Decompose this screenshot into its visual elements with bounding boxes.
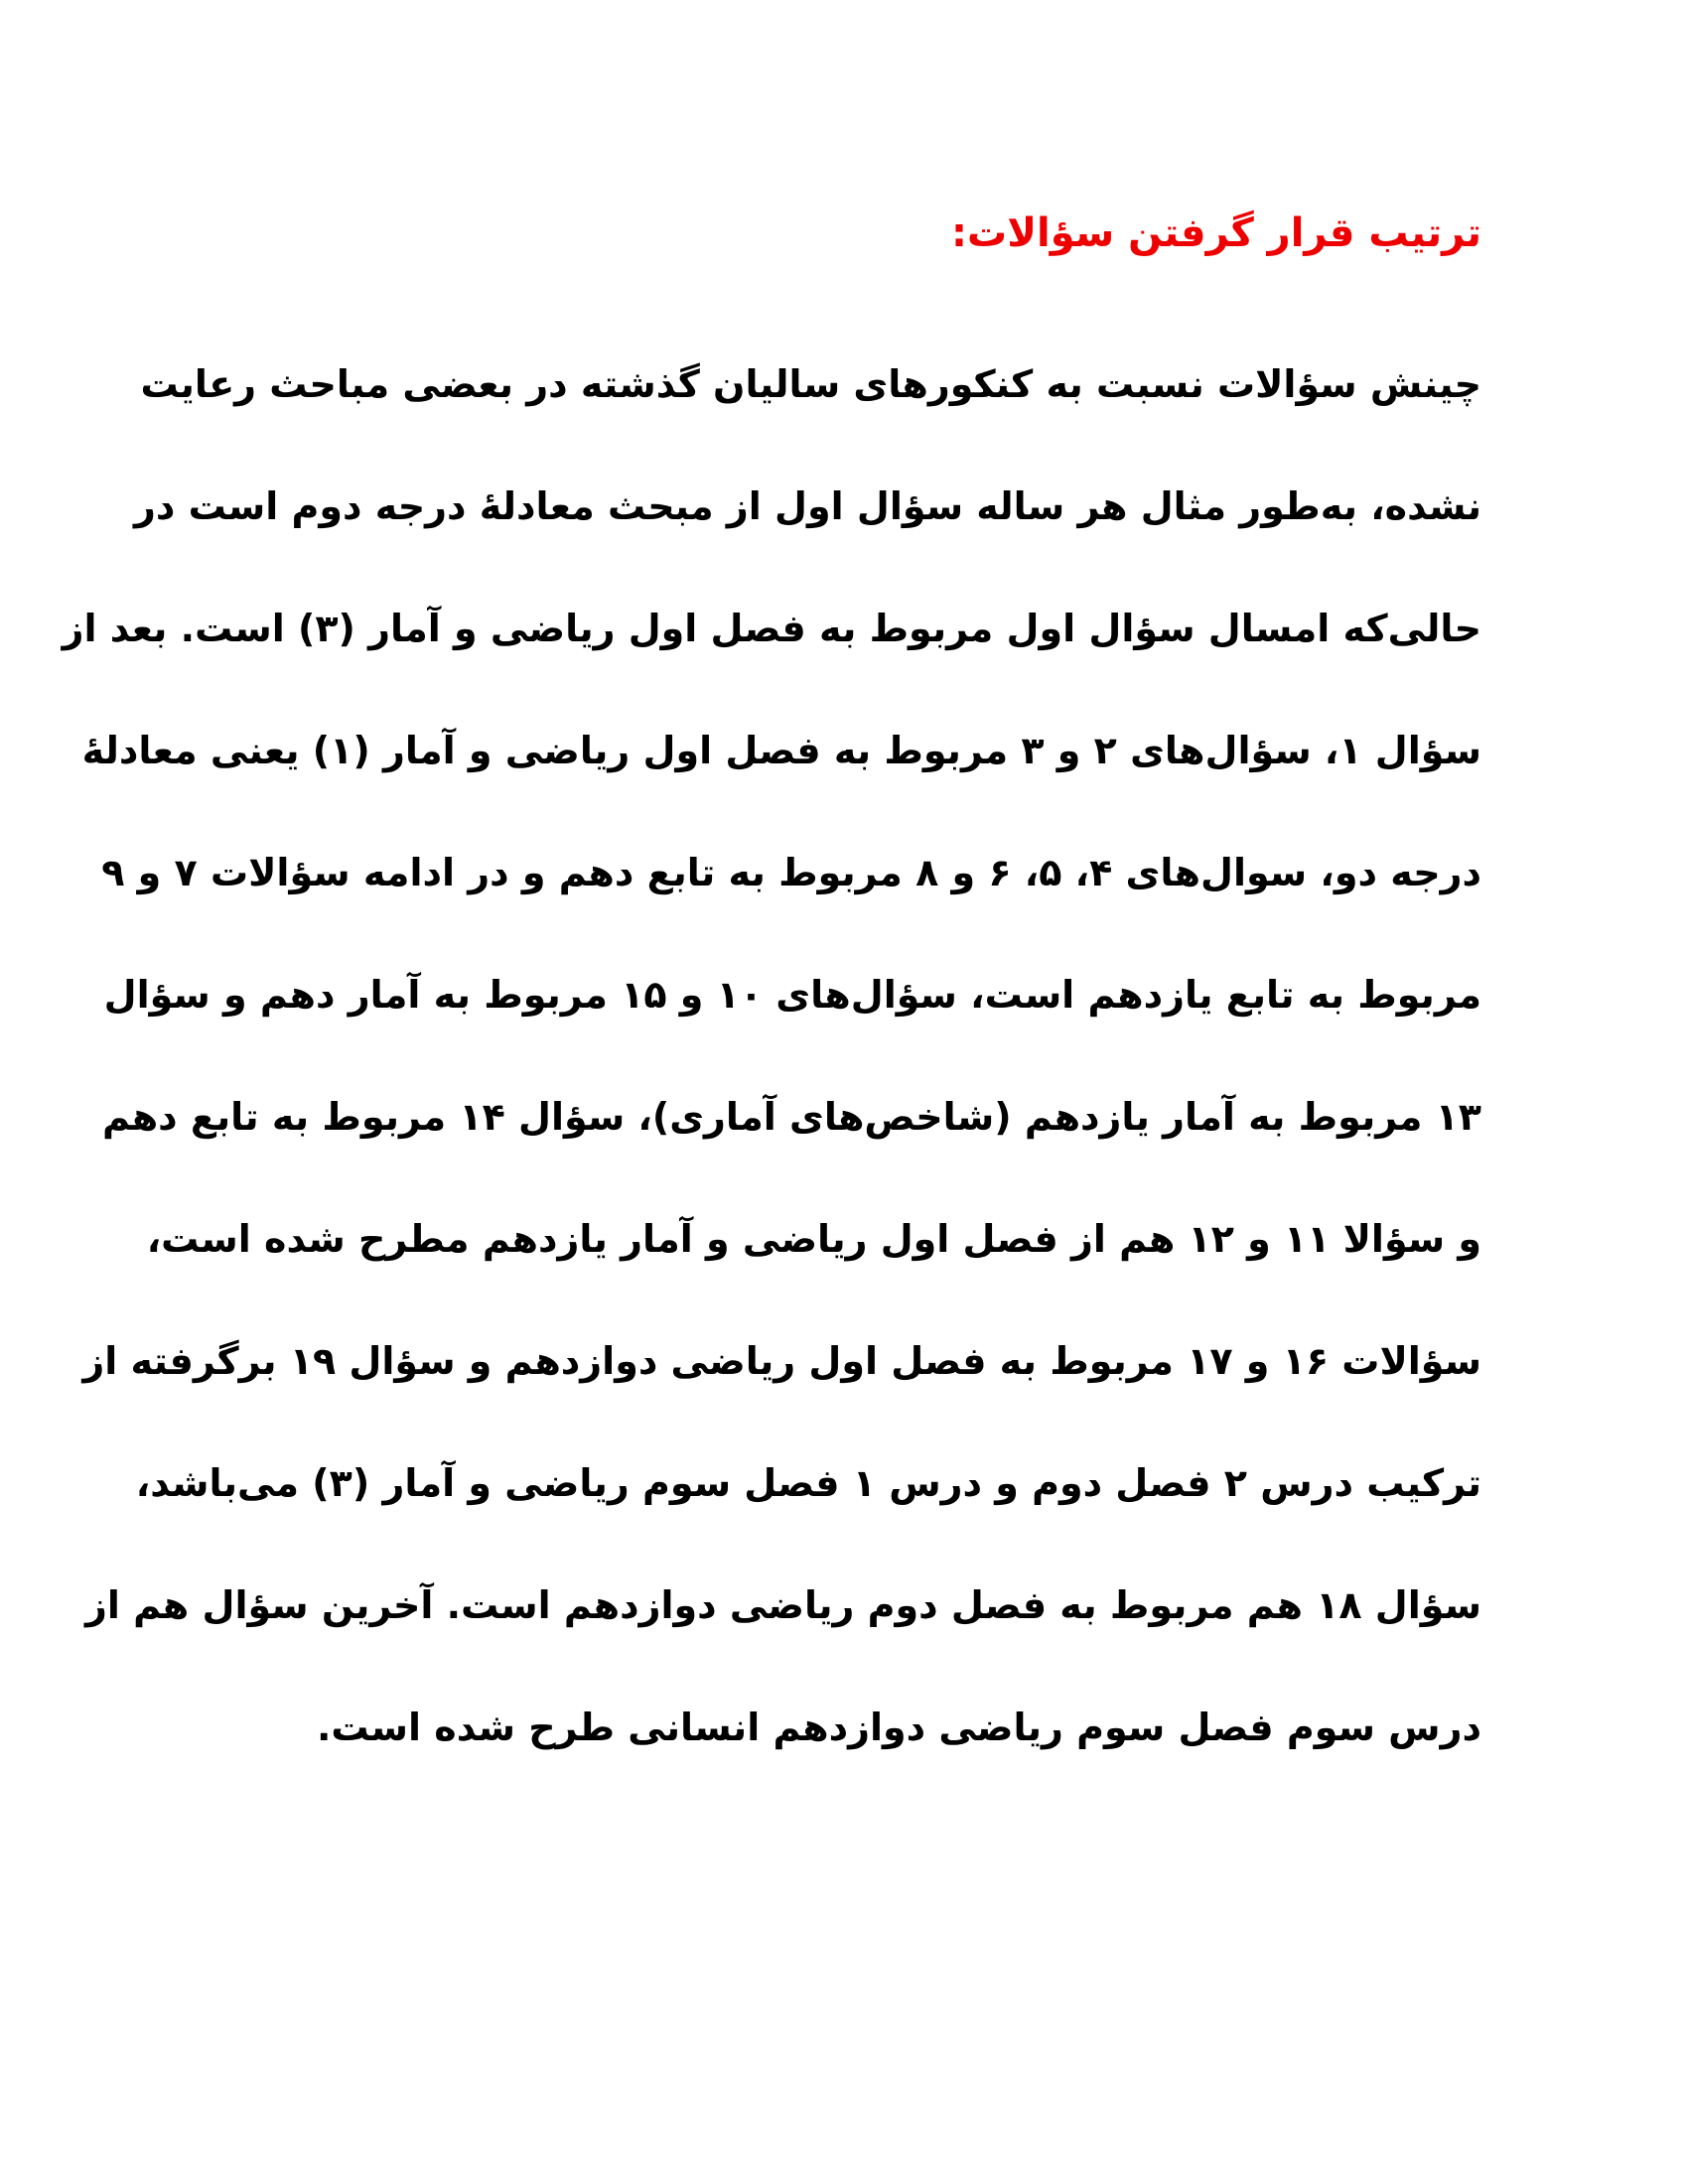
- paragraph-line: و سؤالا ۱۱ و ۱۲ هم از فصل اول ریاضی و آمار یازدهم مطرح شده است،: [146, 1217, 1481, 1261]
- section-heading: ترتیب قرار گرفتن سؤالات:: [951, 210, 1481, 256]
- paragraph-line: سؤال ۱، سؤال‌های ۲ و ۳ مربوط به فصل اول ریاضی و آمار (۱) یعنی معادلۀ: [81, 729, 1481, 772]
- paragraph-line: نشده، به‌طور مثال هر ساله سؤال اول از مبحث معادلۀ درجه دوم است در: [134, 484, 1481, 528]
- paragraph-line: سؤال ۱۸ هم مربوط به فصل دوم ریاضی دوازدهم است. آخرین سؤال هم از: [84, 1583, 1481, 1627]
- paragraph-line: درس سوم فصل سوم ریاضی دوازدهم انسانی طرح شده است.: [316, 1706, 1481, 1749]
- paragraph-line: حالی‌که امسال سؤال اول مربوط به فصل اول ریاضی و آمار (۳) است. بعد از: [62, 607, 1481, 650]
- body-paragraph: [62, 349, 1481, 1815]
- paragraph-line: ترکیب درس ۲ فصل دوم و درس ۱ فصل سوم ریاضی و آمار (۳) می‌باشد،: [135, 1461, 1481, 1505]
- paragraph-line: ۱۳ مربوط به آمار یازدهم (شاخص‌های آماری)، سؤال ۱۴ مربوط به تابع دهم: [102, 1095, 1481, 1139]
- paragraph-line: درجه دو، سوال‌های ۴، ۵، ۶ و ۸ مربوط به تابع دهم و در ادامه سؤالات ۷ و ۹: [101, 851, 1481, 894]
- paragraph-line: مربوط به تابع یازدهم است، سؤال‌های ۱۰ و ۱۵ مربوط به آمار دهم و سؤال: [103, 973, 1481, 1017]
- paragraph-line: چینش سؤالات نسبت به کنکورهای سالیان گذشته در بعضی مباحث رعایت: [140, 362, 1481, 406]
- paragraph-line: سؤالات ۱۶ و ۱۷ مربوط به فصل اول ریاضی دوازدهم و سؤال ۱۹ برگرفته از: [82, 1339, 1481, 1383]
